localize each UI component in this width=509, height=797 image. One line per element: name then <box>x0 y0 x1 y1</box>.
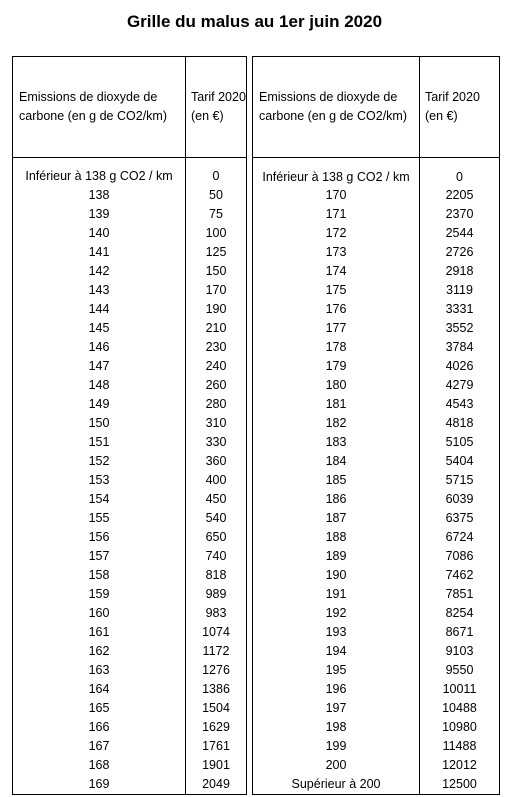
tarif-cell: 50 <box>186 186 247 205</box>
emission-cell: 154 <box>13 490 186 509</box>
emission-cell: 175 <box>253 281 420 300</box>
emission-cell: 186 <box>253 490 420 509</box>
table-row <box>253 585 500 604</box>
table-row <box>253 281 500 300</box>
tarif-cell: 12500 <box>420 775 500 795</box>
tarif-cell: 4818 <box>420 414 500 433</box>
emission-cell: 197 <box>253 699 420 718</box>
tarif-cell: 3119 <box>420 281 500 300</box>
tarif-cell: 8254 <box>420 604 500 623</box>
tarif-cell: 450 <box>186 490 247 509</box>
table-row <box>13 718 247 737</box>
emission-cell: 188 <box>253 528 420 547</box>
header-emission: Emissions de dioxyde de carbone (en g de CO2/km) <box>13 57 186 158</box>
table-row <box>253 243 500 262</box>
emission-cell: 170 <box>253 186 420 205</box>
tarif-cell: 6375 <box>420 509 500 528</box>
emission-cell: 146 <box>13 338 186 357</box>
emission-cell: 194 <box>253 642 420 661</box>
emission-cell: 172 <box>253 224 420 243</box>
table-header-row <box>253 57 500 158</box>
tarif-cell: 1172 <box>186 642 247 661</box>
tarif-cell: 1276 <box>186 661 247 680</box>
tarif-cell: 5404 <box>420 452 500 471</box>
tarif-cell: 989 <box>186 585 247 604</box>
emission-cell: Supérieur à 200 <box>253 775 420 795</box>
tarif-cell: 170 <box>186 281 247 300</box>
table-row <box>13 300 247 319</box>
emission-cell: 143 <box>13 281 186 300</box>
table-row <box>13 699 247 718</box>
tarif-cell: 240 <box>186 357 247 376</box>
emission-cell: 155 <box>13 509 186 528</box>
table-row <box>13 338 247 357</box>
emission-cell: 140 <box>13 224 186 243</box>
table-row <box>13 376 247 395</box>
emission-cell: 159 <box>13 585 186 604</box>
emission-cell: 195 <box>253 661 420 680</box>
emission-cell: 190 <box>253 566 420 585</box>
tarif-cell: 7462 <box>420 566 500 585</box>
tarif-cell: 1629 <box>186 718 247 737</box>
emission-cell: 157 <box>13 547 186 566</box>
emission-cell: 152 <box>13 452 186 471</box>
emission-cell: 158 <box>13 566 186 585</box>
table-row <box>13 547 247 566</box>
tarif-cell: 10011 <box>420 680 500 699</box>
tarif-cell: 5715 <box>420 471 500 490</box>
table-row <box>13 452 247 471</box>
emission-cell: 153 <box>13 471 186 490</box>
emission-cell: Inférieur à 138 g CO2 / km <box>13 158 186 187</box>
table-row <box>13 262 247 281</box>
tarif-cell: 125 <box>186 243 247 262</box>
table-row <box>253 433 500 452</box>
table-row <box>253 718 500 737</box>
emission-cell: 196 <box>253 680 420 699</box>
emission-cell: 184 <box>253 452 420 471</box>
tarif-cell: 10980 <box>420 718 500 737</box>
emission-cell: 177 <box>253 319 420 338</box>
emission-cell: 151 <box>13 433 186 452</box>
emission-cell: 145 <box>13 319 186 338</box>
malus-table-right <box>252 56 500 795</box>
header-emission: Emissions de dioxyde de carbone (en g de CO2/km) <box>253 57 420 158</box>
table-row <box>253 357 500 376</box>
table-row <box>13 490 247 509</box>
tarif-cell: 2370 <box>420 205 500 224</box>
tarif-cell: 7086 <box>420 547 500 566</box>
tarif-cell: 2918 <box>420 262 500 281</box>
table-row <box>253 262 500 281</box>
table-row <box>253 224 500 243</box>
tarif-cell: 2049 <box>186 775 247 795</box>
table-row <box>253 319 500 338</box>
tarif-cell: 818 <box>186 566 247 585</box>
emission-cell: 174 <box>253 262 420 281</box>
emission-cell: 200 <box>253 756 420 775</box>
emission-cell: 141 <box>13 243 186 262</box>
emission-cell: 150 <box>13 414 186 433</box>
table-row <box>253 186 500 205</box>
table-row <box>253 471 500 490</box>
table-row <box>13 623 247 642</box>
emission-cell: 163 <box>13 661 186 680</box>
table-row <box>253 604 500 623</box>
emission-cell: 164 <box>13 680 186 699</box>
tarif-cell: 2544 <box>420 224 500 243</box>
tarif-cell: 1074 <box>186 623 247 642</box>
table-row <box>253 490 500 509</box>
tarif-cell: 6039 <box>420 490 500 509</box>
table-row <box>253 395 500 414</box>
table-row <box>253 680 500 699</box>
tarif-cell: 10488 <box>420 699 500 718</box>
tarif-cell: 3784 <box>420 338 500 357</box>
malus-table-left <box>12 56 247 795</box>
tarif-cell: 210 <box>186 319 247 338</box>
table-row <box>13 281 247 300</box>
malus-table-left-body <box>13 57 247 795</box>
tarif-cell: 400 <box>186 471 247 490</box>
table-row <box>13 756 247 775</box>
table-row <box>13 395 247 414</box>
table-row <box>13 471 247 490</box>
table-row <box>13 661 247 680</box>
emission-cell: 192 <box>253 604 420 623</box>
emission-cell: 147 <box>13 357 186 376</box>
emission-cell: 139 <box>13 205 186 224</box>
tarif-cell: 740 <box>186 547 247 566</box>
table-row <box>253 661 500 680</box>
emission-cell: 148 <box>13 376 186 395</box>
emission-cell: 162 <box>13 642 186 661</box>
tarif-cell: 1386 <box>186 680 247 699</box>
tarif-cell: 5105 <box>420 433 500 452</box>
table-row <box>253 205 500 224</box>
table-row <box>13 566 247 585</box>
tarif-cell: 3552 <box>420 319 500 338</box>
tarif-cell: 330 <box>186 433 247 452</box>
tarif-cell: 6724 <box>420 528 500 547</box>
emission-cell: 156 <box>13 528 186 547</box>
tarif-cell: 650 <box>186 528 247 547</box>
emission-cell: 191 <box>253 585 420 604</box>
tarif-cell: 983 <box>186 604 247 623</box>
table-row <box>253 509 500 528</box>
emission-cell: 185 <box>253 471 420 490</box>
tarif-cell: 2726 <box>420 243 500 262</box>
tarif-cell: 230 <box>186 338 247 357</box>
table-row <box>253 642 500 661</box>
table-row <box>253 737 500 756</box>
malus-table-right-body <box>253 57 500 795</box>
tarif-cell: 8671 <box>420 623 500 642</box>
emission-cell: 178 <box>253 338 420 357</box>
tarif-cell: 7851 <box>420 585 500 604</box>
page-title: Grille du malus au 1er juin 2020 <box>126 12 383 31</box>
emission-cell: 161 <box>13 623 186 642</box>
emission-cell: 187 <box>253 509 420 528</box>
emission-cell: 173 <box>253 243 420 262</box>
tarif-cell: 11488 <box>420 737 500 756</box>
emission-cell: 167 <box>13 737 186 756</box>
tarif-cell: 4543 <box>420 395 500 414</box>
tarif-cell: 0 <box>420 158 500 187</box>
emission-cell: 142 <box>13 262 186 281</box>
tarif-cell: 190 <box>186 300 247 319</box>
tarif-cell: 310 <box>186 414 247 433</box>
tarif-cell: 150 <box>186 262 247 281</box>
table-row <box>13 357 247 376</box>
emission-cell: Inférieur à 138 g CO2 / km <box>253 158 420 187</box>
table-row <box>13 186 247 205</box>
table-row <box>253 338 500 357</box>
table-header-row <box>13 57 247 158</box>
table-row <box>13 775 247 795</box>
table-row <box>13 205 247 224</box>
header-tarif: Tarif 2020 (en €) <box>186 57 247 158</box>
table-row <box>253 623 500 642</box>
emission-cell: 171 <box>253 205 420 224</box>
table-row <box>13 528 247 547</box>
tarif-cell: 1901 <box>186 756 247 775</box>
emission-cell: 189 <box>253 547 420 566</box>
tarif-cell: 1504 <box>186 699 247 718</box>
table-row <box>253 699 500 718</box>
tarif-cell: 260 <box>186 376 247 395</box>
table-row <box>13 433 247 452</box>
emission-cell: 149 <box>13 395 186 414</box>
table-row <box>13 319 247 338</box>
emission-cell: 168 <box>13 756 186 775</box>
table-row <box>253 158 500 187</box>
header-tarif: Tarif 2020 (en €) <box>420 57 500 158</box>
emission-cell: 198 <box>253 718 420 737</box>
tarif-cell: 4279 <box>420 376 500 395</box>
tarif-cell: 2205 <box>420 186 500 205</box>
tarif-cell: 4026 <box>420 357 500 376</box>
table-row <box>13 585 247 604</box>
emission-cell: 193 <box>253 623 420 642</box>
table-row <box>253 566 500 585</box>
table-row <box>253 528 500 547</box>
table-row <box>253 414 500 433</box>
tarif-cell: 9103 <box>420 642 500 661</box>
table-row <box>13 243 247 262</box>
tarif-cell: 12012 <box>420 756 500 775</box>
tarif-cell: 100 <box>186 224 247 243</box>
emission-cell: 144 <box>13 300 186 319</box>
table-row <box>253 376 500 395</box>
tarif-cell: 1761 <box>186 737 247 756</box>
table-row <box>13 158 247 187</box>
emission-cell: 160 <box>13 604 186 623</box>
emission-cell: 166 <box>13 718 186 737</box>
table-row <box>13 642 247 661</box>
tarif-cell: 75 <box>186 205 247 224</box>
emission-cell: 183 <box>253 433 420 452</box>
table-row <box>13 414 247 433</box>
tarif-cell: 9550 <box>420 661 500 680</box>
emission-cell: 138 <box>13 186 186 205</box>
tarif-cell: 3331 <box>420 300 500 319</box>
emission-cell: 182 <box>253 414 420 433</box>
table-row <box>253 547 500 566</box>
table-row <box>253 452 500 471</box>
tarif-cell: 360 <box>186 452 247 471</box>
table-row <box>253 775 500 795</box>
emission-cell: 199 <box>253 737 420 756</box>
table-row <box>13 224 247 243</box>
emission-cell: 176 <box>253 300 420 319</box>
emission-cell: 181 <box>253 395 420 414</box>
emission-cell: 165 <box>13 699 186 718</box>
table-row <box>13 509 247 528</box>
table-row <box>253 300 500 319</box>
emission-cell: 179 <box>253 357 420 376</box>
tarif-cell: 280 <box>186 395 247 414</box>
table-row <box>13 680 247 699</box>
tarif-cell: 540 <box>186 509 247 528</box>
emission-cell: 180 <box>253 376 420 395</box>
emission-cell: 169 <box>13 775 186 795</box>
table-row <box>13 604 247 623</box>
table-row <box>253 756 500 775</box>
table-row <box>13 737 247 756</box>
tarif-cell: 0 <box>186 158 247 187</box>
